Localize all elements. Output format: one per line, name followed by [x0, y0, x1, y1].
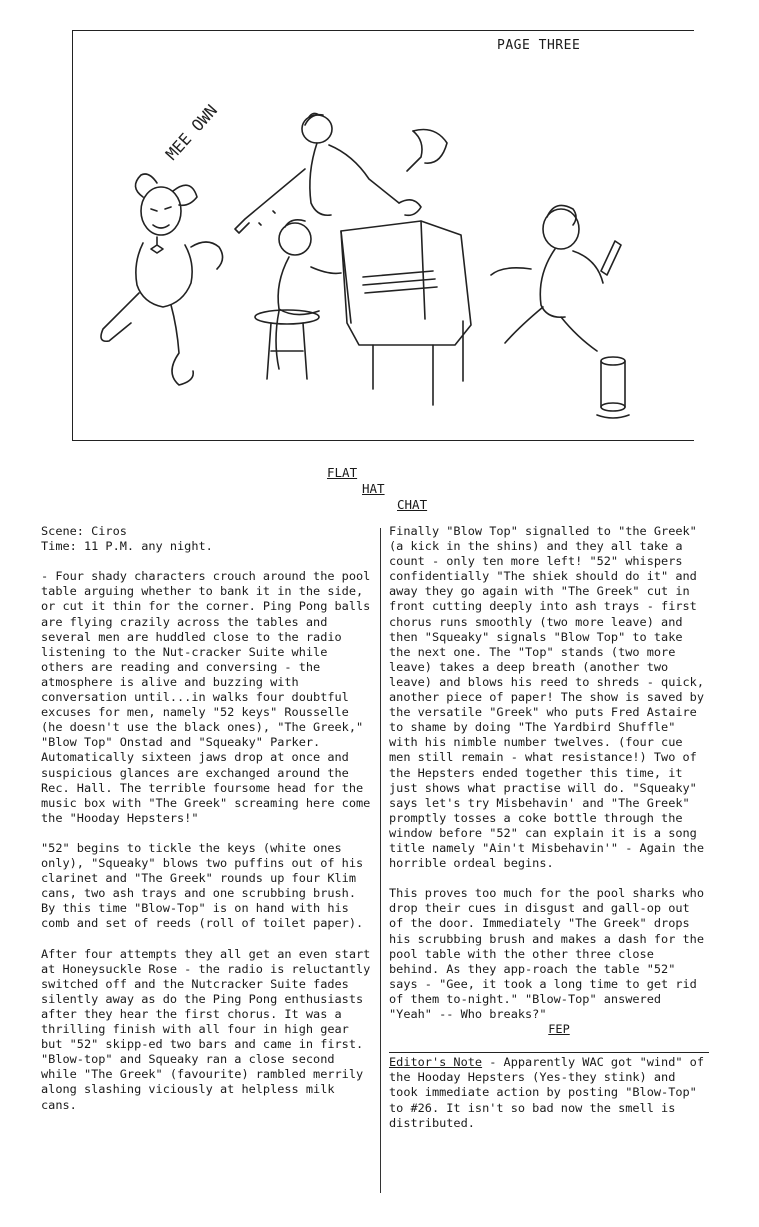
scene-time-paragraph: Scene: Ciros Time: 11 P.M. any night.: [41, 524, 213, 554]
headline-chat: CHAT: [397, 497, 428, 512]
article-paragraph: After four attempts they all get an even start at Honeysuckle Rose - the radio is reluctantly switched off and the Nutcracker Suite fades silently away as do the Ping Pong enthusiasts after they hear the first chorus. It was a thrilling finish with all four in high gear but "52" skipp-ed two bars and came in first. "Blow-top" and Squeaky ran a close second while "The Greek" (favourite) rambled merrily along slashing viciously at helpless milk cans.: [41, 946, 378, 1112]
article-left-column: [41, 524, 378, 1113]
headline-hat: HAT: [362, 481, 385, 496]
author-signature: FEP: [548, 1022, 570, 1037]
headline-flat: FLAT: [327, 465, 358, 480]
article-paragraph: This proves too much for the pool sharks who drop their cues in disgust and gall-op out of the door. Immediately "The Greek" drops his scrubbing brush and makes a dash for the pool table with the other three close behind. As they app-roach the table "52" says - "Gee, it took a long time to get rid of them to-night." "Blow-Top" answered "Yeah" -- Who breaks?": [389, 886, 712, 1021]
piano-icon: [341, 221, 471, 405]
editors-note-text: - Apparently WAC got "wind" of the Hooday Hepsters (Yes-they stink) and took immediate action by posting "Blow-Top" to #26. It isn't so bad now the smell is distributed.: [389, 1055, 712, 1130]
article-right-column: [389, 524, 712, 1146]
cartoon-singer-icon: [101, 174, 223, 385]
article-paragraph: "52" begins to tickle the keys (white ones only), "Squeaky" blows two puffins out of his clarinet and "The Greek" rounds up four Klim cans, two ash trays and one scrubbing brush. By this time "Blow-Top" is on hand with his comb and set of reeds (roll of toilet paper).: [41, 840, 371, 931]
clarinet-player-icon: [235, 113, 447, 233]
illustration-frame: [72, 30, 694, 441]
editors-note: [389, 1052, 712, 1130]
toilet-paper-roll-icon: [597, 357, 629, 418]
article-paragraph: - Four shady characters crouch around the pool table arguing whether to bank it in the side, or cut it thin for the corner. Ping Pong balls are flying crazily across the tables and several men are huddled close to the radio listening to the Nut-cracker Suite while others are reading and conversing - the atmosphere is alive and buzzing with conversation until...in walks four doubtful excuses for men, namely "52 keys" Rousselle (he doesn't use the black ones), "The Greek," "Blow Top" Onstad and "Squeaky" Parker. Automatically sixteen jaws drop at once and suspicious glances are exchanged around the Rec. Hall. The terrible foursome head for the music box with "The Greek" screaming here come the "Hooday Hepsters!": [41, 569, 378, 825]
comb-player-icon: [491, 205, 621, 351]
meeown-caption: MEE OWN: [161, 100, 222, 164]
editors-note-lead: Editor's Note: [389, 1055, 483, 1070]
band-cartoon-illustration: [73, 31, 695, 442]
page-number: PAGE THREE: [497, 38, 581, 53]
pianist-icon: [255, 220, 341, 379]
article-paragraph: Finally "Blow Top" signalled to "the Greek" (a kick in the shins) and they all take a count - only ten more left! "52" whispers confidentially "The shiek should do it" and away they go again with "The Greek" cut in front cutting deeply into ash trays - first chorus runs smoothly (two more leave) and then "Squeaky" signals "Blow Top" to take the next one. The "Top" stands (two more leave) takes a deep breath (another two leave) and blows his reed to shreds - quick, another piece of paper! The show is saved by the versatile "Greek" who puts Fred Astaire to shame by doing "The Yardbird Shuffle" with his nimble number twelves. (four cue men still remain - what resistance!) Two of the Hepsters ended together this time, it just shows what practise will do. "Squeaky" says let's try Misbehavin' and "The Greek" promptly tosses a coke bottle through the window before "52" can explain it is a song title namely "Ain't Misbehavin'" - Again the horrible ordeal begins.: [389, 524, 712, 871]
column-divider: [380, 528, 381, 1193]
